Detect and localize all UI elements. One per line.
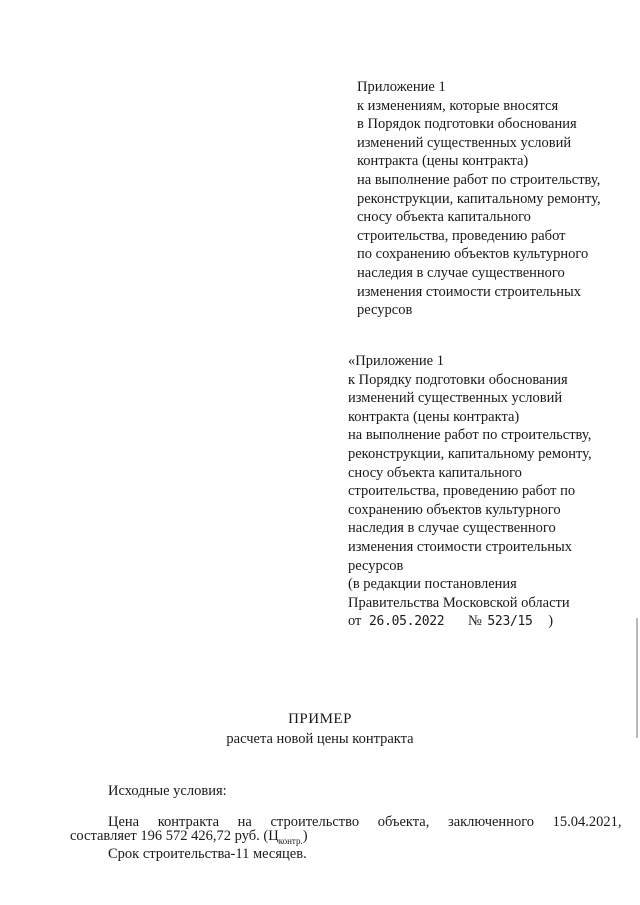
quote-line: сохранению объектов культурного xyxy=(348,501,561,518)
quote-line: (в редакции постановления xyxy=(348,576,517,593)
resolution-date: 26.05.2022 xyxy=(369,614,445,630)
contract-price-line1: Цена контракта на строительство объекта, заключенного 15.04.2021, xyxy=(108,814,622,830)
header-line: по сохранению объектов культурного xyxy=(357,246,589,263)
header-line: изменения стоимости строительных xyxy=(357,283,582,300)
resolution-number: 523/15 xyxy=(487,614,533,630)
quote-line: изменений существенных условий xyxy=(348,390,563,407)
contract-price-text: составляет 196 572 426,72 руб. (Ц xyxy=(70,828,279,844)
appendix-quote xyxy=(348,352,592,632)
header-line: изменений существенных условий xyxy=(357,134,572,151)
quote-line: реконструкции, капитальному ремонту, xyxy=(348,445,592,462)
initial-conditions: Исходные условия: xyxy=(108,783,227,799)
header-line: строительства, проведению работ xyxy=(357,227,566,244)
quote-line: ресурсов xyxy=(348,557,404,574)
header-line: реконструкции, капитальному ремонту, xyxy=(357,190,601,207)
quote-line: изменения стоимости строительных xyxy=(348,538,573,555)
closing-paren: ) xyxy=(548,613,554,630)
from-label: от xyxy=(348,613,362,630)
quote-line: сносу объекта капитального xyxy=(348,464,522,481)
construction-term: Срок строительства-11 месяцев. xyxy=(108,846,307,862)
page-title: ПРИМЕР xyxy=(288,711,352,727)
header-line: ресурсов xyxy=(357,302,413,319)
contract-price-close: ) xyxy=(302,828,308,844)
quote-line: строительства, проведению работ по xyxy=(348,483,576,500)
scan-edge-mark xyxy=(636,618,638,738)
header-line: на выполнение работ по строительству, xyxy=(357,171,601,188)
number-label: № xyxy=(467,613,482,630)
quote-line: наследия в случае существенного xyxy=(348,520,556,537)
quote-line: контракта (цены контракта) xyxy=(348,408,520,425)
appendix-header xyxy=(357,78,601,320)
header-line: сносу объекта капитального xyxy=(357,209,531,226)
quote-line: Правительства Московской области xyxy=(348,594,570,611)
header-line: к изменениям, которые вносятся xyxy=(357,97,559,114)
header-line: Приложение 1 xyxy=(357,79,446,95)
header-line: в Порядок подготовки обоснования xyxy=(357,116,577,133)
page-subtitle: расчета новой цены контракта xyxy=(226,731,414,747)
quote-line: «Приложение 1 xyxy=(348,353,444,369)
contract-price-subscript: контр. xyxy=(278,835,303,846)
resolution-reference xyxy=(348,612,592,632)
quote-line: к Порядку подготовки обоснования xyxy=(348,371,568,388)
header-line: контракта (цены контракта) xyxy=(357,153,529,170)
header-line: наследия в случае существенного xyxy=(357,264,565,281)
quote-line: на выполнение работ по строительству, xyxy=(348,427,592,444)
